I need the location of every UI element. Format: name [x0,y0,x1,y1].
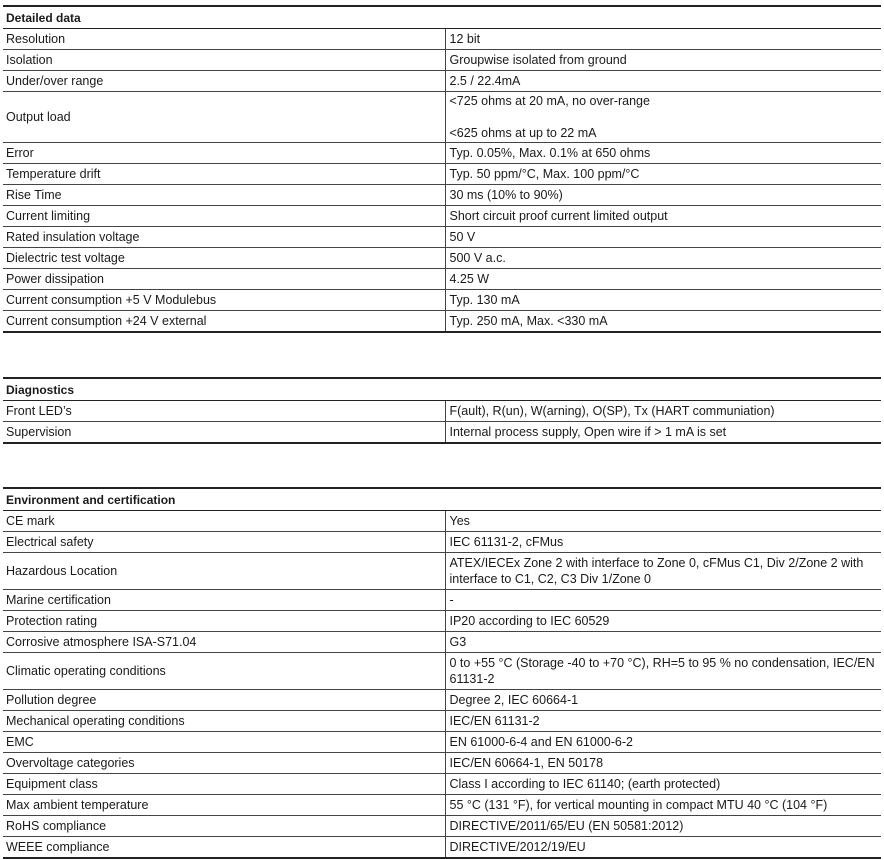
environment-certification-table [3,487,881,859]
table-row [3,206,881,227]
row-value: DIRECTIVE/2011/65/EU (EN 50581:2012) [445,816,881,837]
table-row [3,653,881,690]
row-value: DIRECTIVE/2012/19/EU [445,837,881,859]
table-row [3,611,881,632]
row-label: EMC [3,732,445,753]
row-value: Internal process supply, Open wire if > 1 mA is set [445,422,881,444]
diagnostics-table [3,377,881,444]
row-value: 30 ms (10% to 90%) [445,185,881,206]
row-label: Climatic operating conditions [3,653,445,690]
table-row [3,422,881,444]
blank-line [450,109,879,125]
row-value: IEC/EN 61131-2 [445,711,881,732]
row-label: Power dissipation [3,269,445,290]
section-title-environment: Environment and certification [3,488,881,511]
detailed-data-table [3,5,881,333]
table-row [3,185,881,206]
row-label: Isolation [3,50,445,71]
row-label: Dielectric test voltage [3,248,445,269]
row-value-line-2: <625 ohms at up to 22 mA [449,126,597,140]
row-value: 2.5 / 22.4mA [445,71,881,92]
row-value-line-1: <725 ohms at 20 mA, no over-range [449,94,650,108]
row-label: Current consumption +5 V Modulebus [3,290,445,311]
row-label: Overvoltage categories [3,753,445,774]
row-value: G3 [445,632,881,653]
row-value: IP20 according to IEC 60529 [445,611,881,632]
table-row [3,164,881,185]
row-label: CE mark [3,511,445,532]
table-row [3,401,881,422]
row-value: EN 61000-6-4 and EN 61000-6-2 [445,732,881,753]
table-row [3,227,881,248]
row-value: 50 V [445,227,881,248]
row-value: Typ. 130 mA [445,290,881,311]
row-value: Class I according to IEC 61140; (earth protected) [445,774,881,795]
row-label: Under/over range [3,71,445,92]
row-value: F(ault), R(un), W(arning), O(SP), Tx (HART communiation) [445,401,881,422]
row-label: Pollution degree [3,690,445,711]
row-value-multi [445,92,881,143]
row-value: Typ. 0.05%, Max. 0.1% at 650 ohms [445,143,881,164]
row-value: IEC/EN 60664-1, EN 50178 [445,753,881,774]
row-label: Corrosive atmosphere ISA-S71.04 [3,632,445,653]
table-row [3,248,881,269]
table-row [3,774,881,795]
table-row [3,837,881,859]
table-row [3,290,881,311]
table-row [3,553,881,590]
row-value: Yes [445,511,881,532]
table-row [3,143,881,164]
row-value: Degree 2, IEC 60664-1 [445,690,881,711]
row-label: Marine certification [3,590,445,611]
row-label: WEEE compliance [3,837,445,859]
row-label: Error [3,143,445,164]
row-value: 0 to +55 °C (Storage -40 to +70 °C), RH=5 to 95 % no condensation, IEC/EN 61131-2 [445,653,881,690]
table-row [3,511,881,532]
row-label: Max ambient temperature [3,795,445,816]
row-value: 4.25 W [445,269,881,290]
row-label: Resolution [3,29,445,50]
table-row [3,269,881,290]
row-label: Rise Time [3,185,445,206]
row-value: Short circuit proof current limited output [445,206,881,227]
row-value: 55 °C (131 °F), for vertical mounting in compact MTU 40 °C (104 °F) [445,795,881,816]
row-label: Equipment class [3,774,445,795]
row-label: Mechanical operating conditions [3,711,445,732]
section-title-detailed-data: Detailed data [3,6,881,29]
section-title-diagnostics: Diagnostics [3,378,881,401]
table-row [3,92,881,143]
table-row [3,532,881,553]
table-row [3,50,881,71]
table-row [3,753,881,774]
row-value: 500 V a.c. [445,248,881,269]
row-label: Current consumption +24 V external [3,311,445,333]
row-value: IEC 61131-2, cFMus [445,532,881,553]
row-value: 12 bit [445,29,881,50]
row-label: Current limiting [3,206,445,227]
table-row [3,632,881,653]
row-value: Groupwise isolated from ground [445,50,881,71]
row-label: Electrical safety [3,532,445,553]
table-row [3,29,881,50]
row-label: Front LED’s [3,401,445,422]
table-row [3,732,881,753]
row-label: Protection rating [3,611,445,632]
row-label: Rated insulation voltage [3,227,445,248]
table-row [3,311,881,333]
table-row [3,590,881,611]
table-row [3,711,881,732]
row-label: RoHS compliance [3,816,445,837]
table-row [3,690,881,711]
row-value: Typ. 250 mA, Max. <330 mA [445,311,881,333]
table-row [3,816,881,837]
row-label: Supervision [3,422,445,444]
table-row [3,795,881,816]
row-label: Output load [3,92,445,143]
row-value: Typ. 50 ppm/°C, Max. 100 ppm/°C [445,164,881,185]
row-value: ATEX/IECEx Zone 2 with interface to Zone 0, cFMus C1, Div 2/Zone 2 with interface to C1, C2, C3 Div 1/Zone 0 [445,553,881,590]
row-value: - [445,590,881,611]
row-label: Hazardous Location [3,553,445,590]
row-label: Temperature drift [3,164,445,185]
table-row [3,71,881,92]
